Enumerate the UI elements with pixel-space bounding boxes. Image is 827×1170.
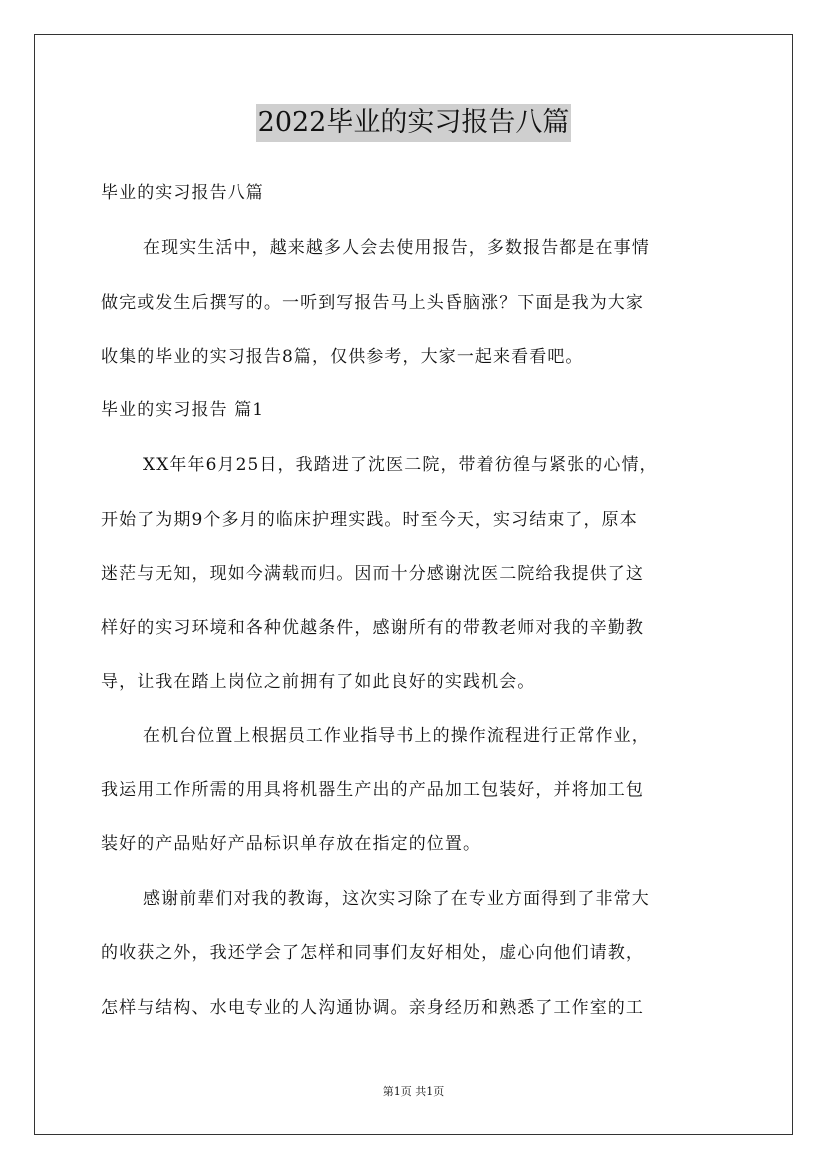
para1-line-5: 导，让我在踏上岗位之前拥有了如此良好的实践机会。 [101,672,536,692]
para2-line-2: 我运用工作所需的用具将机器生产出的产品加工包装好，并将加工包 [101,780,644,800]
para1-line-1: XX年年6月25日，我踏进了沈医二院，带着彷徨与紧张的心情， [143,455,658,475]
para3-line-1: 感谢前辈们对我的教诲，这次实习除了在专业方面得到了非常大 [143,889,650,909]
para1-line-2: 开始了为期9个多月的临床护理实践。时至今天，实习结束了，原本 [101,510,638,530]
title-container [0,104,827,142]
intro-line-1: 在现实生活中，越来越多人会去使用报告，多数报告都是在事情 [143,238,650,258]
para2-line-3: 装好的产品贴好产品标识单存放在指定的位置。 [101,834,482,854]
para1-line-4: 样好的实习环境和各种优越条件，感谢所有的带教老师对我的辛勤教 [101,618,644,638]
document-subtitle: 毕业的实习报告八篇 [101,183,264,203]
para3-line-3: 怎样与结构、水电专业的人沟通协调。亲身经历和熟悉了工作室的工 [101,998,644,1018]
section-heading: 毕业的实习报告 篇1 [101,400,265,420]
document-title: 2022毕业的实习报告八篇 [256,104,572,142]
para1-line-3: 迷茫与无知，现如今满载而归。因而十分感谢沈医二院给我提供了这 [101,564,644,584]
page-footer: 第1页 共1页 [382,1085,445,1098]
intro-line-2: 做完或发生后撰写的。一听到写报告马上头昏脑涨？下面是我为大家 [101,293,644,313]
para2-line-1: 在机台位置上根据员工作业指导书上的操作流程进行正常作业， [143,726,650,746]
para3-line-2: 的收获之外，我还学会了怎样和同事们友好相处，虚心向他们请教， [101,943,644,963]
intro-line-3: 收集的毕业的实习报告8篇，仅供参考，大家一起来看看吧。 [101,347,584,367]
